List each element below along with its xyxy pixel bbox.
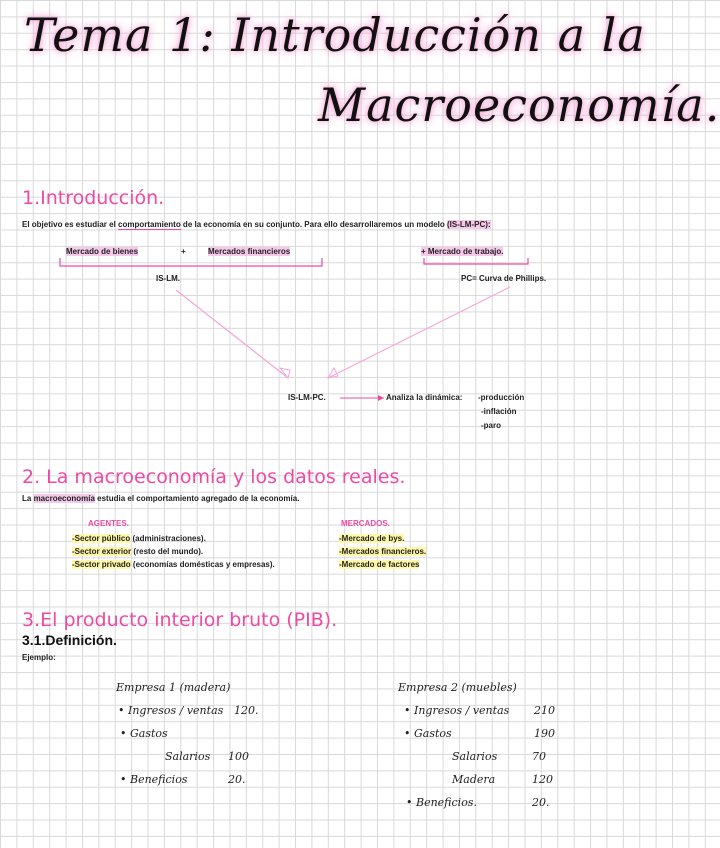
company2-revenue-label: • Ingresos / ventas [404,704,510,717]
company2-costs-value: 190 [534,727,555,740]
agent-private [72,560,275,569]
section3-subheading: 3.1.Definición. [22,632,117,648]
agent-public-detail: (administraciones). [130,534,206,543]
agent-private-detail: (economías domésticas y empresas). [130,560,275,569]
islm-label: IS-LM. [156,274,180,283]
market-financial-text: -Mercados financieros. [339,547,427,556]
company1-profit-label: • Beneficios [120,773,188,786]
company1-revenue-label: • Ingresos / ventas [118,704,224,717]
company1-costs-label: • Gastos [120,727,168,740]
labor-market [421,247,503,256]
company1-salaries-value: 100 [228,750,249,763]
company2-revenue-value: 210 [534,704,555,717]
section2-heading: 2. La macroeconomía y los datos reales. [22,466,406,488]
dyn-production: -producción [478,393,525,402]
page-title-line1: Tema 1: Introducción a la [24,8,646,62]
company1-profit-value: 20. [228,773,246,786]
section1-intro-pre: El objetivo es estudiar el [22,220,119,229]
agent-foreign [72,547,203,556]
company2-salaries-label: Salarios [452,750,498,763]
analysis-label: Analiza la dinámica: [386,393,463,402]
market-factors-text: -Mercado de factores [339,560,420,569]
agents-label: AGENTES. [88,519,129,528]
company2-wood-value: 120 [532,773,553,786]
dyn-inflation: -inflación [481,407,517,416]
pc-label: PC= Curva de Phillips. [461,274,547,283]
company2-costs-label: • Gastos [404,727,452,740]
agent-private-name: -Sector privado [72,560,131,569]
agent-public [72,534,206,543]
agent-public-name: -Sector público [72,534,131,543]
company2-profit-value: 20. [532,796,550,809]
example-label: Ejemplo: [22,653,56,662]
section2-intro-post: estudia el comportamiento agregado de la economía. [94,494,300,503]
section1-intro-post: de la economía en su conjunto. Para ello desarrollaremos un modelo [180,220,447,229]
company2-title: Empresa 2 (muebles) [398,681,517,694]
markets-label: MERCADOS. [341,519,390,528]
section1-intro-model: (IS-LM-PC): [447,220,491,229]
arrow-pc-head [328,368,338,378]
company2-salaries-value: 70 [532,750,546,763]
company1-salaries-label: Salarios [165,750,211,763]
market-goods-text: -Mercado de bys. [339,534,405,543]
section2-intro [22,494,299,503]
arrow-pc-line [328,287,510,378]
section3-heading: 3.El producto interior bruto (PIB). [22,609,338,631]
company2-wood-label: Madera [452,773,496,786]
dyn-unemployment: -paro [481,421,501,430]
bracket-pc [424,258,528,264]
company1-title: Empresa 1 (madera) [116,681,231,694]
section2-intro-pre: La [22,494,34,503]
bracket-islm [60,258,322,266]
company1-revenue-value: 120. [234,704,259,717]
company2-profit-label: • Beneficios. [406,796,477,809]
arrow-analysis-head [378,395,384,401]
page-title-line2: Macroeconomía. [318,78,720,132]
section2-intro-highlight: macroeconomía [33,494,95,503]
plus-sign: + [181,247,186,256]
market-financial [339,547,426,556]
market-factors [339,560,419,569]
islmpc-label: IS-LM-PC. [288,393,326,402]
agent-foreign-detail: (resto del mundo). [131,547,204,556]
section1-heading: 1.Introducción. [22,187,165,209]
section1-intro-highlight: comportamiento [118,220,181,229]
financial-markets [208,247,290,256]
arrow-islm-line [176,290,288,378]
labor-market-text: + Mercado de trabajo. [421,247,504,256]
market-goods [339,534,404,543]
agent-foreign-name: -Sector exterior [72,547,132,556]
goods-market-text: Mercado de bienes [66,247,139,256]
financial-markets-text: Mercados financieros [208,247,291,256]
goods-market [66,247,138,256]
